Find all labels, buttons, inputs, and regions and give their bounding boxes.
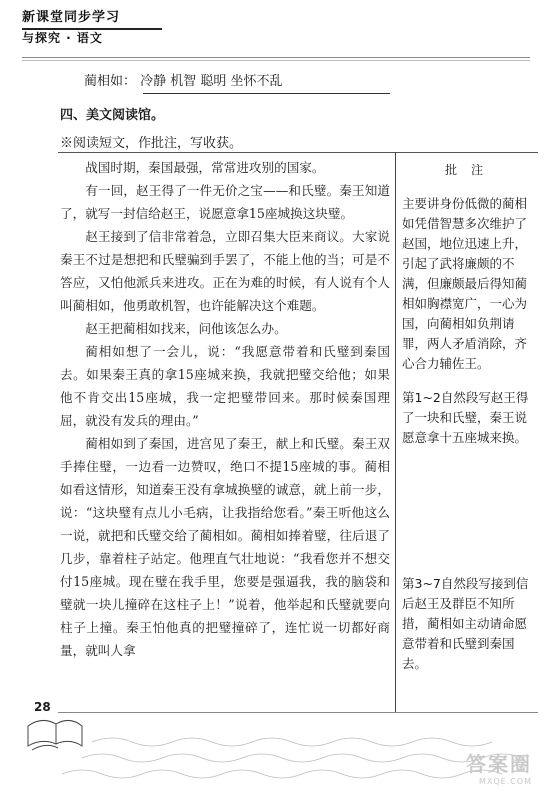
page-header (0, 0, 550, 60)
book-brand (22, 8, 172, 54)
book-icon (28, 720, 82, 750)
passage-text (60, 156, 390, 662)
passage-paragraph: 战国时期，秦国最强，常常进攻别的国家。 (85, 160, 325, 175)
answer-row (84, 73, 384, 91)
column-divider (395, 152, 396, 712)
header-rule-secondary (22, 60, 530, 61)
answer-underline (143, 93, 390, 94)
section-title: 四、美文阅读馆。 (60, 108, 165, 123)
passage-paragraph: 赵王接到了信非常着急，立即召集大臣来商议。大家说秦王不过是想把和氏璧骗到手罢了，不能上他的当；可是不答应，又怕他派兵来进攻。正在为难的时候，有人说有个人叫蔺相如，他勇敢机智，也许能解决这个难题。 (60, 229, 390, 313)
passage-paragraph: 赵王把蔺相如找来，问他该怎么办。 (85, 321, 287, 336)
passage-paragraph: 蔺相如到了秦国，进宫见了秦王，献上和氏璧。秦王双手捧住璧，一边看一边赞叹，绝口不提15座城的事。蔺相如看这情形，知道秦王没有拿城换璧的诚意，就上前一步，说：“这块璧有点儿小毛病，让我指给您看。”秦王听他这么一说，就把和氏璧交给了蔺相如。蔺相如捧着璧，往后退了几步，靠着柱子站定。他理直气壮地说：“我看您并不想交付15座城。现在璧在我手里，您要是强逼我，我的脑袋和璧就一块儿撞碎在这柱子上！”说着，他举起和氏璧就要向柱子上撞。秦王怕他真的把璧撞碎了，连忙说一切都好商量，就叫人拿 (60, 436, 390, 658)
brand-subtitle: 与探究 · 语文 (22, 31, 103, 45)
header-rule (22, 57, 530, 58)
answer-value: 冷静 机智 聪明 坐怀不乱 (140, 74, 283, 89)
watermark (442, 748, 532, 786)
passage-paragraph: 蔺相如想了一会儿，说：“我愿意带着和氏璧到秦国去。如果秦王真的拿15座城来换，我就把璧交给他；如果他不肯交出15座城，我一定把璧带回来。那时候秦国理屈，就没有发兵的理由。” (60, 344, 390, 428)
brand-title: 新课堂同步学习 (22, 10, 121, 25)
answer-label: 蔺相如： (84, 74, 137, 89)
annotation-note: 第3~7自然段写接到信后赵王及群臣不知所措，蔺相如主动请命愿意带着和氏璧到秦国去。 (402, 576, 529, 671)
annotation-title: 批注 (444, 163, 497, 177)
watermark-logo: 答案圈 (466, 752, 532, 776)
annotation-note: 主要讲身份低微的蔺相如凭借智慧多次维护了赵国，地位迅速上升，引起了武将廉颇的不满，但廉颇最后得知蔺相如胸襟宽广，一心为国，向蔺相如负荆请罪，两人矛盾消除，齐心合力辅佐王。 (402, 196, 528, 371)
passage-paragraph: 有一回，赵王得了一件无价之宝——和氏璧。秦王知道了，就写一封信给赵王，说愿意拿15座城换这块璧。 (60, 183, 390, 221)
brand-underline (22, 28, 162, 30)
section-instruction: ※阅读短文，作批注，写收获。 (60, 136, 243, 151)
annotation-column (402, 156, 530, 671)
page-number: 28 (34, 700, 51, 714)
watermark-url: MXQE.COM (478, 777, 532, 786)
annotation-note: 第1~2自然段写赵王得了一块和氏璧，秦王说愿意拿十五座城来换。 (402, 390, 529, 445)
